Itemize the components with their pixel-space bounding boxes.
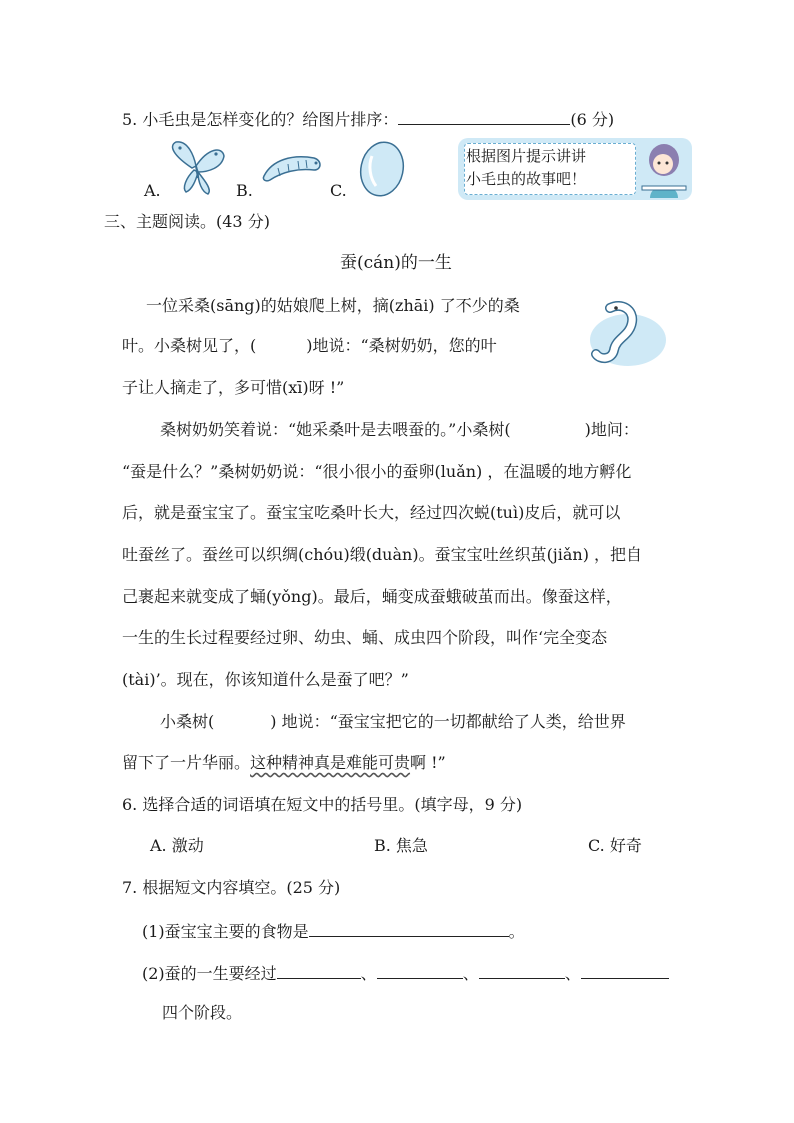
p3-line-2: 留下了一片华丽。这种精神真是难能可贵啊 !” xyxy=(122,753,446,772)
q6-option-b: B. 焦急 xyxy=(374,836,428,855)
q7-sub-1: (1)蚕宝宝主要的食物是 。 xyxy=(142,922,525,941)
q5-score: (6 分) xyxy=(570,110,615,129)
story-tip-box xyxy=(458,138,692,200)
p2-line-6: 一生的生长过程要经过卵、幼虫、蛹、成虫四个阶段，叫作‘完全变态 xyxy=(122,628,608,647)
silkworm-image xyxy=(586,298,670,370)
q7-sub2-blank-1[interactable] xyxy=(277,962,361,979)
wavy-underlined-phrase: 这种精神真是难能可贵 xyxy=(250,753,411,772)
tip-line-2: 小毛虫的故事吧！ xyxy=(466,170,587,188)
q7-sub2-blank-2[interactable] xyxy=(377,962,463,979)
q5-text: 5. 小毛虫是怎样变化的？给图片排序： (6 分) xyxy=(122,110,615,129)
q7-sub-2: (2)蚕的一生要经过 、 、 、 xyxy=(142,962,669,984)
p1-line-3: 子让人摘走了，多可惜(xī)呀 !” xyxy=(122,378,345,397)
section-3-heading: 三、主题阅读。(43 分) xyxy=(104,212,270,231)
p1-line-2: 叶。小桑树见了，( )地说：“桑树奶奶，您的叶 xyxy=(122,336,497,355)
q6-option-a: A. 激动 xyxy=(150,836,204,855)
p2-line-4: 吐蚕丝了。蚕丝可以织绸(chóu)缎(duàn)。蚕宝宝吐丝织茧(jiǎn) ，把自 xyxy=(122,545,643,564)
p3-line-1: 小桑树( ) 地说：“蚕宝宝把它的一切都献给了人类，给世界 xyxy=(160,712,626,731)
passage-title: 蚕(cán)的一生 xyxy=(340,253,452,273)
q5-answer-blank[interactable] xyxy=(398,108,570,125)
q7-text: 7. 根据短文内容填空。(25 分) xyxy=(122,878,341,897)
option-b-label: B. xyxy=(236,181,253,200)
girl-illustration xyxy=(638,140,690,198)
q6-text: 6. 选择合适的词语填在短文中的括号里。(填字母，9 分) xyxy=(122,795,523,814)
p2-line-2: “蚕是什么？”桑树奶奶说：“很小很小的蚕卵(luǎn) ，在温暖的地方孵化 xyxy=(122,462,632,481)
q7-sub1-blank[interactable] xyxy=(309,920,509,937)
option-a-label: A. xyxy=(144,181,161,200)
option-c-label: C. xyxy=(330,181,347,200)
caterpillar-image xyxy=(258,148,326,184)
q7-sub2-blank-4[interactable] xyxy=(581,962,669,979)
p1-line-1: 一位采桑(sāng)的姑娘爬上树，摘(zhāi) 了不少的桑 xyxy=(146,296,520,315)
moth-image xyxy=(162,138,230,196)
q6-option-c: C. 好奇 xyxy=(588,836,642,855)
p2-line-7: (tài)’。现在，你该知道什么是蚕了吧？” xyxy=(122,670,409,689)
tip-line-1: 根据图片提示讲讲 xyxy=(466,147,587,165)
p2-line-1: 桑树奶奶笑着说：“她采桑叶是去喂蚕的。”小桑树( )地问： xyxy=(160,420,639,439)
q7-sub-2-end: 四个阶段。 xyxy=(162,1003,243,1022)
q7-sub2-blank-3[interactable] xyxy=(479,962,565,979)
p2-line-5: 己裹起来就变成了蛹(yǒng)。最后，蛹变成蚕蛾破茧而出。像蚕这样， xyxy=(122,587,622,606)
p2-line-3: 后，就是蚕宝宝了。蚕宝宝吃桑叶长大，经过四次蜕(tuì)皮后，就可以 xyxy=(122,503,621,522)
cocoon-image xyxy=(356,138,408,198)
